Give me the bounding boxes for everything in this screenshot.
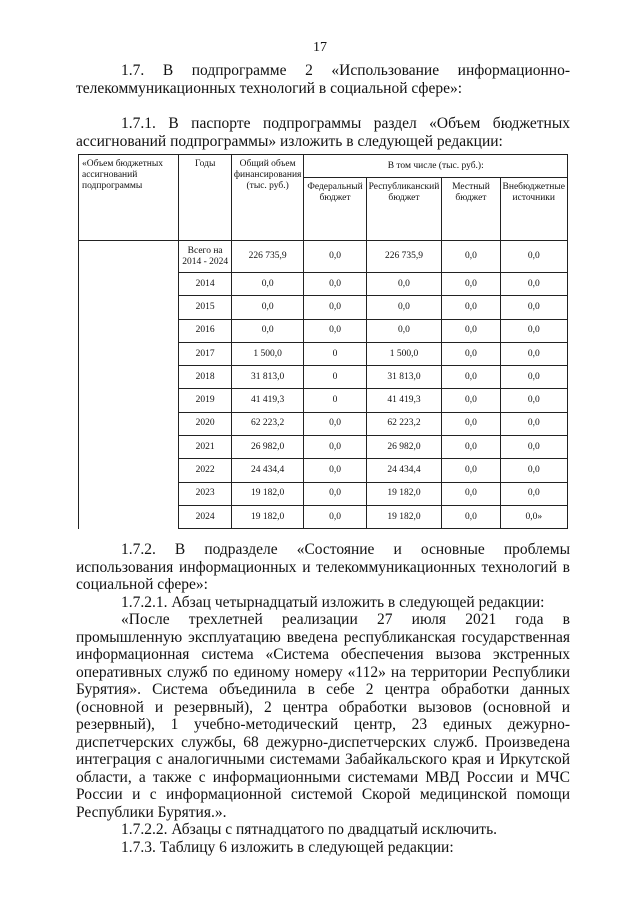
cell-extra: 0,0» [500, 505, 567, 528]
cell-local: 0,0 [442, 482, 500, 505]
budget-table [78, 154, 568, 529]
paragraph-1-7-3: 1.7.3. Таблицу 6 изложить в следующей редакции: [121, 838, 454, 856]
cell-republican: 19 182,0 [366, 482, 442, 505]
cell-year: 2014 [179, 273, 231, 296]
cell-extra: 0,0 [500, 459, 567, 482]
cell-total: 0,0 [231, 319, 304, 342]
cell-local: 0,0 [442, 436, 500, 459]
cell-local: 0,0 [442, 273, 500, 296]
cell-local: 0,0 [442, 459, 500, 482]
cell-local: 0,0 [442, 505, 500, 528]
paragraph-1-7-2-1: 1.7.2.1. Абзац четырнадцатый изложить в следующей редакции: [121, 593, 545, 611]
cell-extra: 0,0 [500, 436, 567, 459]
cell-extra: 0,0 [500, 296, 567, 319]
cell-extra: 0,0 [500, 482, 567, 505]
label-column-blank [79, 241, 179, 529]
header-years: Годы [179, 155, 231, 241]
cell-total: 26 982,0 [231, 436, 304, 459]
cell-republican: 0,0 [366, 273, 442, 296]
cell-total: 62 223,2 [231, 412, 304, 435]
cell-total: 1 500,0 [231, 342, 304, 365]
cell-republican: 41 419,3 [366, 389, 442, 412]
cell-year: 2019 [179, 389, 231, 412]
cell-federal: 0,0 [304, 505, 366, 528]
cell-total: 19 182,0 [231, 505, 304, 528]
cell-federal: 0 [304, 389, 366, 412]
paragraph-1-7-1: 1.7.1. В паспорте подпрограммы раздел «Объем бюджетных ассигнований подпрограммы» изложить в следующей редакции: [76, 115, 570, 150]
cell-extra: 0,0 [500, 273, 567, 296]
cell-extra: 0,0 [500, 319, 567, 342]
cell-local: 0,0 [442, 389, 500, 412]
cell-local: 0,0 [442, 319, 500, 342]
cell-federal: 0 [304, 366, 366, 389]
cell-total: 0,0 [231, 296, 304, 319]
header-federal: Федеральный бюджет [304, 178, 366, 241]
cell-republican: 26 982,0 [366, 436, 442, 459]
cell-year: 2024 [179, 505, 231, 528]
cell-extra: 0,0 [500, 412, 567, 435]
cell-federal: 0,0 [304, 482, 366, 505]
cell-extra: 0,0 [500, 241, 567, 273]
cell-local: 0,0 [442, 366, 500, 389]
cell-federal: 0,0 [304, 241, 366, 273]
cell-local: 0,0 [442, 241, 500, 273]
cell-federal: 0,0 [304, 459, 366, 482]
cell-total: 226 735,9 [231, 241, 304, 273]
cell-year: 2016 [179, 319, 231, 342]
cell-republican: 0,0 [366, 319, 442, 342]
page-number: 17 [313, 40, 327, 55]
paragraph-1-7-2: 1.7.2. В подразделе «Состояние и основные проблемы использования информационных и телекоммуникационных технологий в социальной сфере»: [76, 541, 570, 593]
paragraph-1-7: 1.7. В подпрограмме 2 «Использование информационно-телекоммуникационных технологий в социальной сфере»: [76, 62, 570, 97]
header-local: Местный бюджет [442, 178, 500, 241]
cell-republican: 226 735,9 [366, 241, 442, 273]
cell-total: 0,0 [231, 273, 304, 296]
cell-local: 0,0 [442, 412, 500, 435]
header-including: В том числе (тыс. руб.): [304, 155, 568, 178]
cell-federal: 0,0 [304, 319, 366, 342]
cell-federal: 0,0 [304, 273, 366, 296]
paragraph-1-7-2-2: 1.7.2.2. Абзацы с пятнадцатого по двадцатый исключить. [121, 821, 498, 838]
table-row-label: «Объем бюджетных ассигнований подпрограммы [79, 155, 179, 241]
cell-total: 24 434,4 [231, 459, 304, 482]
cell-year: 2018 [179, 366, 231, 389]
cell-republican: 24 434,4 [366, 459, 442, 482]
cell-republican: 19 182,0 [366, 505, 442, 528]
cell-extra: 0,0 [500, 342, 567, 365]
cell-federal: 0,0 [304, 296, 366, 319]
cell-extra: 0,0 [500, 389, 567, 412]
cell-local: 0,0 [442, 296, 500, 319]
cell-local: 0,0 [442, 342, 500, 365]
paragraph-quote: «После трехлетней реализации 27 июля 2021 года в промышленную эксплуатацию введена республиканская государственная информационная система «Система обеспечения вызова экстренных оперативных служб по единому номеру «112» на территории Республики Бурятия». Система объединила в себе 2 центра обработки данных (основной и резервный), 2 центра обработки вызовов (основной и резервный), 1 учебно-методический центр, 23 единых дежурно-диспетчерских службы, 68 дежурно-диспетчерских служб. Произведена интеграция с аналогичными системами Забайкальского края и Иркутской области, а также с информационными системами МВД России и МЧС России и с информационной системой Скорой медицинской помощи Республики Бурятия.». [76, 611, 570, 821]
cell-year: 2022 [179, 459, 231, 482]
cell-year: 2020 [179, 412, 231, 435]
cell-total: 31 813,0 [231, 366, 304, 389]
cell-republican: 31 813,0 [366, 366, 442, 389]
cell-year: 2015 [179, 296, 231, 319]
header-extra: Внебюджетные источники [500, 178, 567, 241]
cell-year: 2021 [179, 436, 231, 459]
header-total: Общий объем финансирования (тыс. руб.) [231, 155, 304, 241]
header-republican: Республиканский бюджет [366, 178, 442, 241]
cell-republican: 1 500,0 [366, 342, 442, 365]
cell-republican: 62 223,2 [366, 412, 442, 435]
cell-extra: 0,0 [500, 366, 567, 389]
cell-year: 2023 [179, 482, 231, 505]
cell-year: Всего на 2014 - 2024 [179, 241, 231, 273]
cell-federal: 0 [304, 342, 366, 365]
cell-federal: 0,0 [304, 412, 366, 435]
cell-total: 19 182,0 [231, 482, 304, 505]
cell-federal: 0,0 [304, 436, 366, 459]
cell-republican: 0,0 [366, 296, 442, 319]
cell-total: 41 419,3 [231, 389, 304, 412]
bottom-text [76, 541, 570, 856]
cell-year: 2017 [179, 342, 231, 365]
